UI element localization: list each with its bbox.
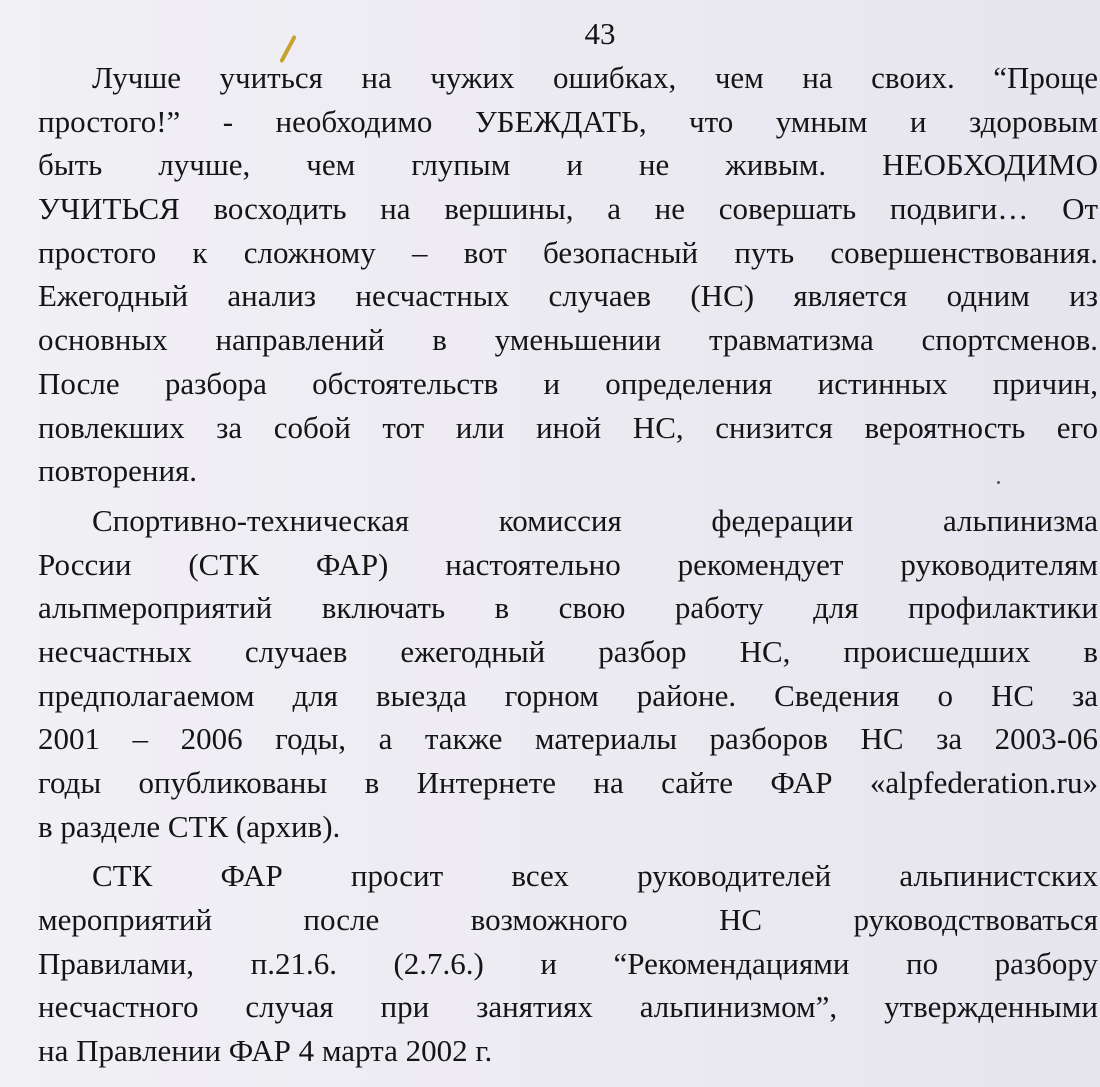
text-line: в разделе СТК (архив). xyxy=(38,808,341,844)
text-line: 2001 – 2006 годы, а также материалы разборов НС за 2003-06 xyxy=(38,721,1098,757)
text-line: повторения. xyxy=(38,453,198,489)
text-line: Лучше учиться на чужих ошибках, чем на своих. “Проще xyxy=(92,60,1098,95)
text-line: годы опубликованы в Интернете на сайте ФАР «alpfederation.ru» xyxy=(38,765,1098,800)
text-line: Ежегодный анализ несчастных случаев (НС) является одним из xyxy=(38,278,1098,314)
text-line: мероприятий после возможного НС руководствоваться xyxy=(38,902,1098,938)
text-line: После разбора обстоятельств и определения истинных причин, xyxy=(38,365,1098,401)
paragraph-2 xyxy=(38,499,1098,849)
text-line: простого!” - необходимо УБЕЖДАТЬ, что умным и здоровым xyxy=(38,103,1098,139)
text-line: несчастного случая при занятиях альпинизмом”, утвержденными xyxy=(38,989,1098,1025)
text-line: УЧИТЬСЯ восходить на вершины, а не совершать подвиги… От xyxy=(38,191,1098,227)
text-line: предполагаемом для выезда горном районе. Сведения о НС за xyxy=(38,677,1098,713)
paragraph-3 xyxy=(38,854,1098,1072)
page-number: 43 xyxy=(584,16,616,51)
paragraph-1 xyxy=(38,56,1098,493)
body-text xyxy=(38,56,1098,1073)
text-line: альпмероприятий включать в свою работу для профилактики xyxy=(38,590,1098,626)
text-line: основных направлений в уменьшении травматизма спортсменов. xyxy=(38,322,1098,358)
text-line: Правилами, п.21.6. (2.7.6.) и “Рекомендациями по разбору xyxy=(38,945,1098,981)
text-line: повлекших за собой тот или иной НС, снизится вероятность его xyxy=(38,409,1098,445)
text-line: СТК ФАР просит всех руководителей альпинистских xyxy=(92,858,1098,894)
text-line: несчастных случаев ежегодный разбор НС, происшедших в xyxy=(38,633,1098,669)
text-line: простого к сложному – вот безопасный путь совершенствования. xyxy=(38,234,1098,270)
text-line: быть лучше, чем глупым и не живым. НЕОБХОДИМО xyxy=(38,147,1098,183)
text-line: на Правлении ФАР 4 марта 2002 г. xyxy=(38,1033,493,1069)
text-line: России (СТК ФАР) настоятельно рекомендует руководителям xyxy=(38,546,1098,582)
text-line: Спортивно-техническая комиссия федерации альпинизма xyxy=(92,502,1098,538)
